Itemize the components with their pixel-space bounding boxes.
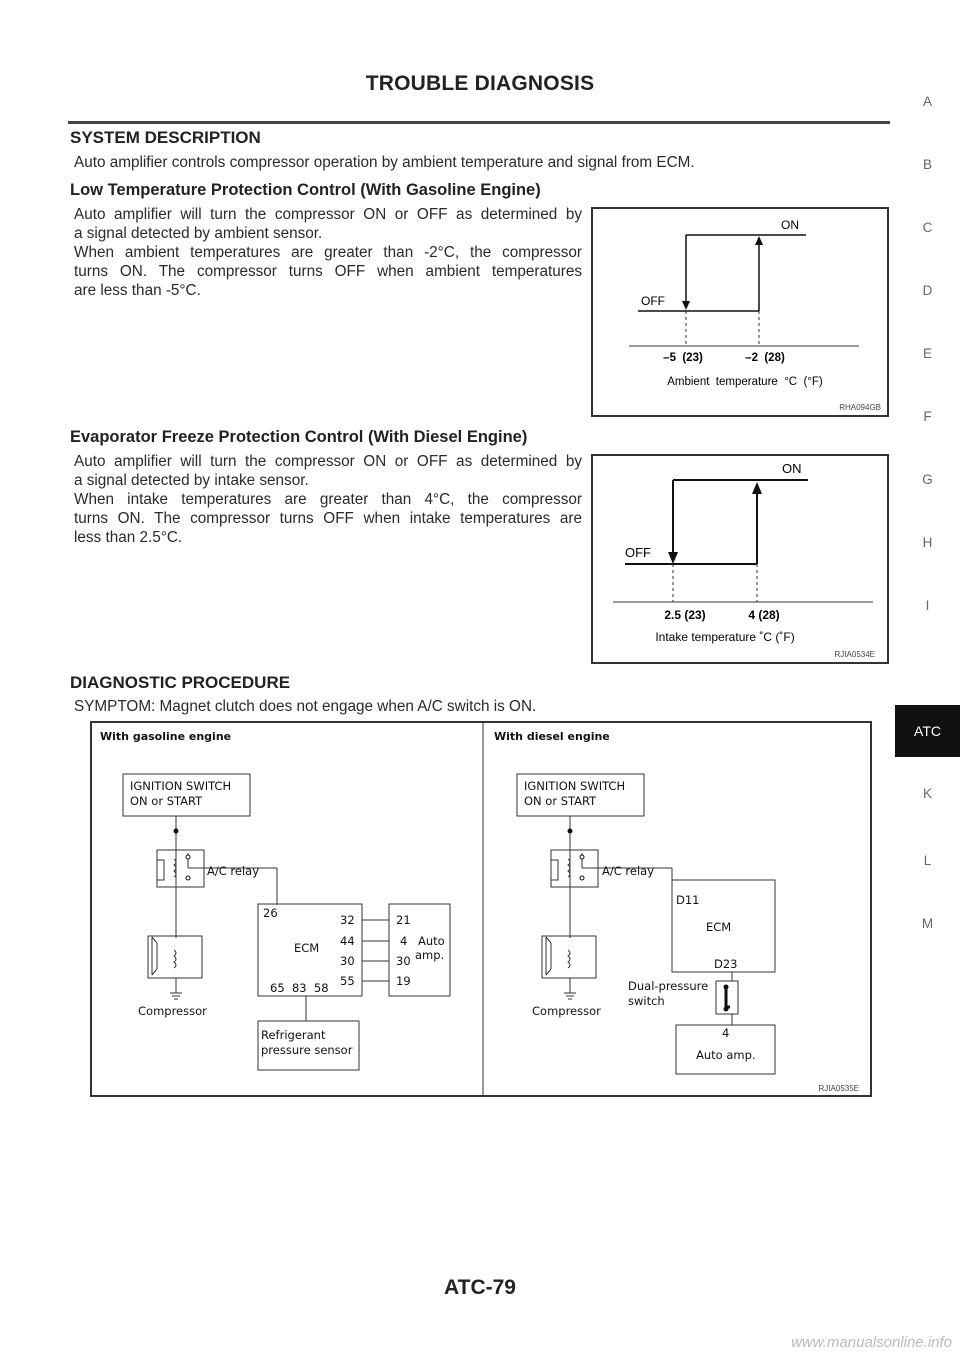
index-letter-h[interactable]: H: [922, 535, 933, 550]
off-label: OFF: [625, 545, 651, 560]
index-letter-m[interactable]: M: [921, 916, 934, 931]
footer-watermark-url[interactable]: www.manualsonline.info: [791, 1334, 952, 1351]
evap-freeze-paragraph: [74, 452, 582, 547]
tick-high-label: –2 (28): [745, 352, 785, 364]
system-description-text: Auto amplifier controls compressor operation by ambient temperature and signal from ECM.: [74, 154, 695, 171]
auto-amp-label: Auto: [418, 934, 445, 948]
ecm-pin-d23: D23: [714, 957, 738, 971]
ign-switch-label: IGNITION SWITCH: [524, 779, 626, 793]
evap-line: a signal detected by intake sensor.: [74, 472, 309, 489]
turn-on-arrow-head: [755, 236, 763, 245]
index-letter-l[interactable]: L: [923, 853, 932, 868]
ecm-label: ECM: [706, 920, 732, 934]
gasoline-title: With gasoline engine: [100, 730, 232, 743]
ign-switch-label: IGNITION SWITCH: [130, 779, 232, 793]
evap-line: Auto amplifier will turn the compressor ON or OFF as determined by: [74, 453, 582, 470]
intake-temperature-figure: [591, 454, 889, 664]
on-label: ON: [781, 218, 799, 232]
index-letter-f[interactable]: F: [923, 409, 932, 424]
off-label: OFF: [641, 294, 665, 308]
figure-id: RJIA0534E: [834, 650, 875, 659]
diagnostic-heading: DIAGNOSTIC PROCEDURE: [70, 673, 291, 692]
amp-pin: 19: [396, 974, 411, 988]
ecm-pin: 30: [340, 954, 355, 968]
ambient-temperature-figure: [591, 207, 889, 417]
axis-label: Ambient temperature °C (°F): [667, 376, 823, 388]
index-letter-k[interactable]: K: [922, 786, 932, 801]
index-letter-c[interactable]: C: [922, 220, 933, 235]
index-letter-d[interactable]: D: [922, 283, 933, 298]
evap-line: When intake temperatures are greater than 4°C, the compressor: [74, 491, 582, 508]
amp-pin: 30: [396, 954, 411, 968]
ecm-label: ECM: [294, 941, 320, 955]
low-temp-line: are less than -5°C.: [74, 282, 201, 299]
ecm-bottom-pins: 65 83 58: [270, 981, 329, 995]
dual-pressure-switch-label: Dual-pressure: [628, 979, 709, 993]
evap-freeze-heading: Evaporator Freeze Protection Control (With Diesel Engine): [70, 428, 528, 446]
low-temp-line: When ambient temperatures are greater than -2°C, the compressor: [74, 244, 582, 261]
compressor-label: Compressor: [138, 1004, 207, 1018]
amp-pin: 4: [400, 934, 408, 948]
junction-dot: [568, 829, 573, 834]
ecm-pin-26: 26: [263, 906, 278, 920]
index-letter-b[interactable]: B: [922, 157, 932, 172]
index-letter-i[interactable]: I: [925, 598, 930, 613]
figure-id: RHA094GB: [839, 403, 881, 412]
ecm-pin: 44: [340, 934, 355, 948]
tick-high-label: 4 (28): [748, 608, 780, 622]
axis-label: Intake temperature ˚C (˚F): [655, 630, 795, 644]
auto-amp-pin: 4: [722, 1026, 730, 1040]
sensor-label: pressure sensor: [261, 1043, 353, 1057]
header-rule: [68, 121, 890, 124]
system-description-heading: SYSTEM DESCRIPTION: [70, 128, 261, 147]
low-temp-line: a signal detected by ambient sensor.: [74, 225, 323, 242]
tick-low-label: –5 (23): [663, 352, 703, 364]
low-temp-line: Auto amplifier will turn the compressor ON or OFF as determined by: [74, 206, 582, 223]
amp-pin: 21: [396, 913, 411, 927]
auto-amp-label: Auto amp.: [696, 1048, 756, 1062]
low-temp-paragraph: [74, 205, 582, 300]
index-tab-atc-active[interactable]: ATC: [895, 705, 960, 757]
ecm-pin: 55: [340, 974, 355, 988]
turn-off-arrow-head: [682, 301, 690, 310]
low-temp-heading: Low Temperature Protection Control (With Gasoline Engine): [70, 181, 541, 199]
wiring-diagram: [90, 721, 872, 1097]
relay-label: A/C relay: [602, 864, 655, 878]
evap-line: less than 2.5°C.: [74, 529, 183, 546]
sensor-label: Refrigerant: [261, 1028, 326, 1042]
low-temp-line: turns ON. The compressor turns OFF when ambient temperatures: [74, 263, 582, 280]
turn-on-arrow-head: [752, 482, 762, 494]
ecm-pin: 32: [340, 913, 355, 927]
symptom-text: SYMPTOM: Magnet clutch does not engage when A/C switch is ON.: [74, 698, 537, 715]
index-letter-e[interactable]: E: [922, 346, 932, 361]
tick-low-label: 2.5 (23): [664, 608, 706, 622]
ecm-pin-d11: D11: [676, 893, 700, 907]
turn-off-arrow-head: [668, 552, 678, 564]
diesel-title: With diesel engine: [494, 730, 610, 743]
junction-dot: [174, 829, 179, 834]
auto-amp-label: amp.: [415, 948, 445, 962]
index-letter-a[interactable]: A: [922, 94, 932, 109]
figure-id: RJIA0535E: [818, 1084, 859, 1093]
index-letter-g[interactable]: G: [922, 472, 933, 487]
section-index: [895, 0, 960, 1358]
on-label: ON: [782, 461, 802, 476]
relay-label: A/C relay: [207, 864, 260, 878]
dual-pressure-switch-label: switch: [628, 994, 665, 1008]
ign-switch-label: ON or START: [524, 794, 597, 808]
page-number: ATC-79: [444, 1276, 516, 1299]
evap-line: turns ON. The compressor turns OFF when intake temperatures are: [74, 510, 582, 527]
page-header-title: TROUBLE DIAGNOSIS: [365, 72, 595, 95]
ign-switch-label: ON or START: [130, 794, 203, 808]
compressor-label: Compressor: [532, 1004, 601, 1018]
